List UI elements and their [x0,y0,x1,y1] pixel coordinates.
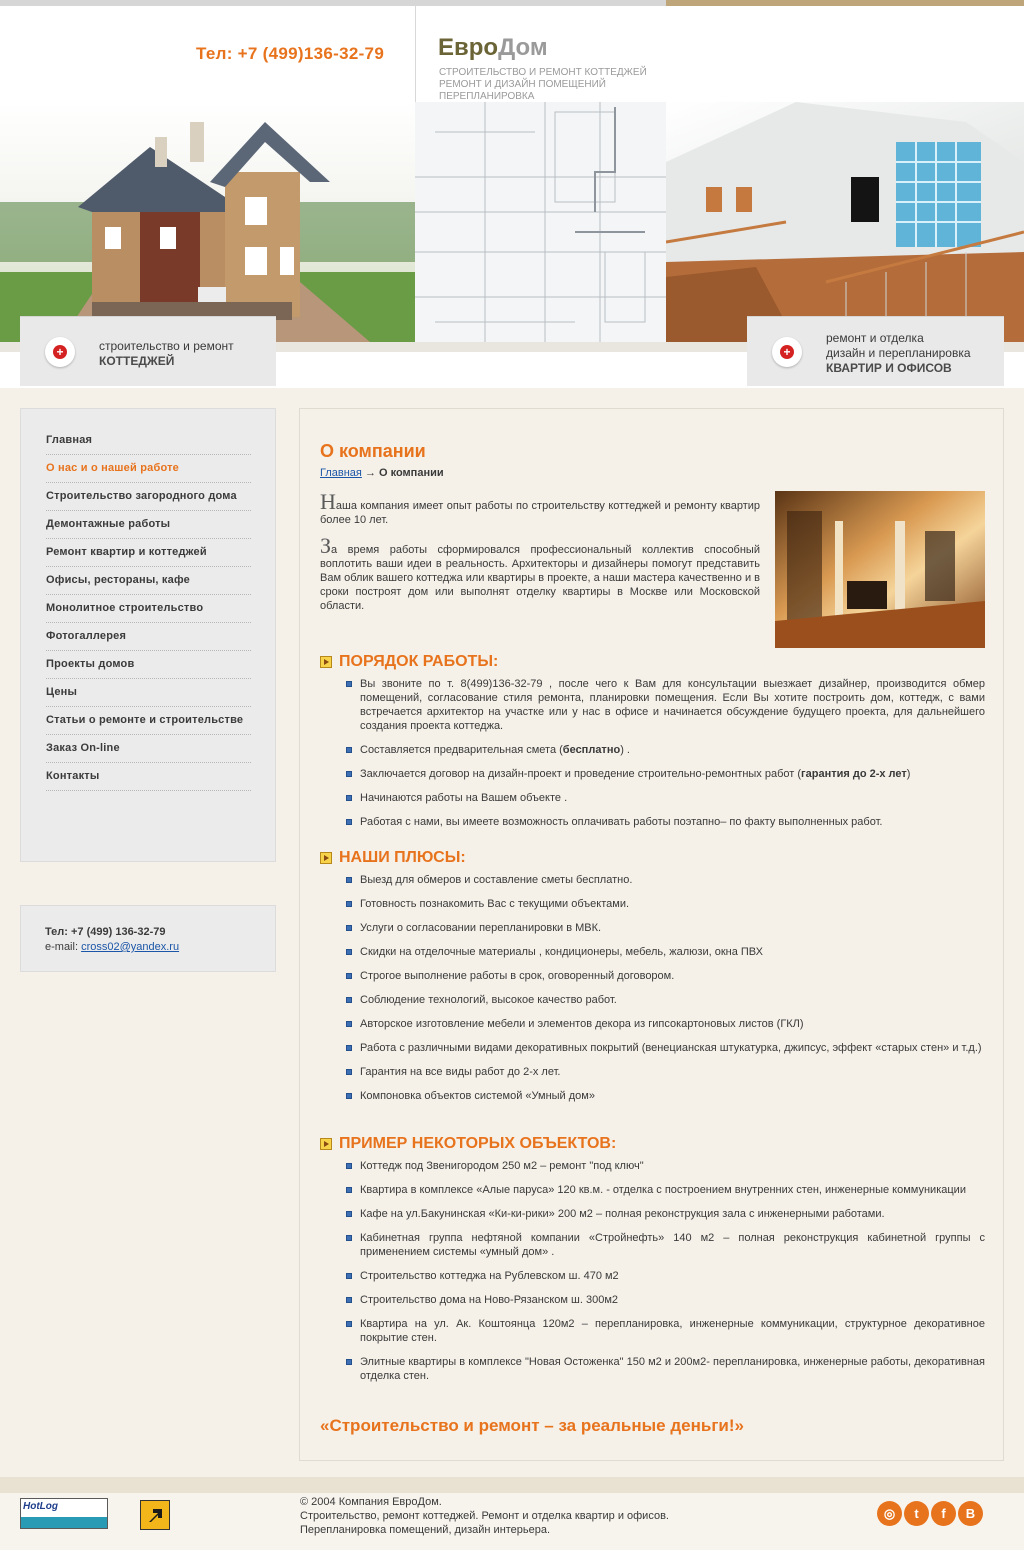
hallway-illustration [775,491,985,648]
interior-photo [666,102,1024,342]
square-bullet-icon [346,1235,352,1241]
list-item: Элитные квартиры в комплексе "Новая Остоженка" 150 м2 и 200м2- перепланировка, инженерные работы, декоративная отделка стен. [346,1355,985,1383]
menu-link[interactable]: Контакты [46,770,100,782]
list-item: Вы звоните по т. 8(499)136-32-79 , после чего к Вам для консультации выезжает дизайнер, производится обмер помещений, согласование стиля ремонта, планировки помещения. Если Вы хотите построить дом, коттедж, с вами встречается архитектор на участке или у нас в офисе и начинается обсуждение будущего проекта, для дальнейшего создания проекта коттеджа. [346,677,985,733]
section-title: НАШИ ПЛЮСЫ: [320,849,985,867]
square-bullet-icon [346,1211,352,1217]
arrow-bullet-icon [320,1138,332,1150]
section-list [320,1159,985,1383]
header-divider [415,6,416,102]
copyright [300,1495,669,1537]
list-item: Готовность познакомить Вас с текущими объектами. [346,897,985,911]
intro-paragraph: Наша компания имеет опыт работы по строительству коттеджей и ремонту квартир более 10 лет. [320,489,760,526]
square-bullet-icon [346,1297,352,1303]
arrow-bullet-icon [320,656,332,668]
drop-cap: З [320,533,332,558]
list-item: Начинаются работы на Вашем объекте . [346,791,985,805]
promo-apartments[interactable] [747,316,1004,386]
square-bullet-icon [346,1093,352,1099]
list-item: Квартира на ул. Ак. Коштоянца 120м2 – перепланировка, инженерные коммуникации, структурное декоративное покрытие стен. [346,1317,985,1345]
square-bullet-icon [346,1359,352,1365]
promo-apartments-line1: ремонт и отделка [826,331,924,345]
menu-item-order [46,735,251,763]
list-item: Кабинетная группа нефтяной компании «Стройнефть» 140 м2 – полная реконструкция кабинетной группы с применением системы «умный дом» . [346,1231,985,1259]
tagline-line: РЕМОНТ И ДИЗАЙН ПОМЕЩЕНИЙ [439,79,606,90]
square-bullet-icon [346,973,352,979]
menu-item-projects [46,651,251,679]
site-footer [0,1493,1024,1550]
square-bullet-icon [346,681,352,687]
top-stripe-gray [0,0,666,6]
list-item: Составляется предварительная смета (бесплатно) . [346,743,985,757]
section-title: ПОРЯДОК РАБОТЫ: [320,653,985,671]
promo-apartments-text [826,331,971,376]
promo-cottages-line2: КОТТЕДЖЕЙ [99,354,175,368]
menu-item-renovation [46,539,251,567]
breadcrumb-home[interactable]: Главная [320,467,362,479]
contact-email-label: e-mail: [45,941,79,953]
section-title: ПРИМЕР НЕКОТОРЫХ ОБЪЕКТОВ: [320,1135,985,1153]
sidebar-menu [20,408,276,862]
square-bullet-icon [346,877,352,883]
square-bullet-icon [346,1163,352,1169]
menu-link[interactable]: Фотогаллерея [46,630,127,642]
site-header [0,0,1024,388]
list-item: Строительство коттеджа на Рублевском ш. 470 м2 [346,1269,985,1283]
menu-item-monolithic [46,595,251,623]
top-stripe-brown [666,0,1024,6]
list-item: Работая с нами, вы имеете возможность оплачивать работы поэтапно– по факту выполненных работ. [346,815,985,829]
promo-apartments-line2: дизайн и перепланировка [826,346,971,360]
promo-cottages[interactable] [20,316,276,386]
contact-phone: Тел: +7 (499) 136-32-79 [45,926,166,938]
menu-link[interactable]: Ремонт квартир и коттеджей [46,546,207,558]
list-item: Компоновка объектов системой «Умный дом» [346,1089,985,1103]
menu-link[interactable]: Цены [46,686,78,698]
square-bullet-icon [346,747,352,753]
main-menu [46,427,251,791]
menu-link[interactable]: Статьи о ремонте и строительстве [46,714,244,726]
arrow-bullet-icon [320,852,332,864]
menu-link[interactable]: Заказ On-line [46,742,120,754]
breadcrumb-arrow: → [364,467,376,479]
copyright-line: © 2004 Компания ЕвроДом. [300,1496,442,1508]
copyright-line: Строительство, ремонт коттеджей. Ремонт и отделка квартир и офисов. [300,1510,669,1522]
interior-illustration [666,102,1024,342]
sidebar-contacts [20,905,276,972]
twitter-icon[interactable]: t [904,1501,929,1526]
main-content [299,408,1004,1461]
menu-item-prices [46,679,251,707]
menu-link[interactable]: О нас и о нашей работе [46,462,179,474]
plus-icon: + [772,337,802,367]
promo-cottages-text [99,339,234,369]
list-item: Авторское изготовление мебели и элементов декора из гипсокартоновых листов (ГКЛ) [346,1017,985,1031]
list-item: Коттедж под Звенигородом 250 м2 – ремонт "под ключ" [346,1159,985,1173]
house-photo [0,102,425,352]
list-item: Квартира в комплексе «Алые паруса» 120 кв.м. - отделка с построением внутренних стен, инженерные коммуникации [346,1183,985,1197]
section-objects [320,1135,985,1393]
square-bullet-icon [346,1045,352,1051]
promo-cottages-line1: строительство и ремонт [99,339,234,353]
interior-photo-small [775,491,985,648]
arrow-glyph [141,1501,169,1529]
section-work-order [320,653,985,839]
intro-text [320,489,761,625]
list-item: Строительство дома на Ново-Рязанском ш. 300м2 [346,1293,985,1307]
square-bullet-icon [346,1321,352,1327]
menu-link[interactable]: Монолитное строительство [46,602,204,614]
menu-link[interactable]: Строительство загородного дома [46,490,237,502]
house-illustration [0,102,425,352]
list-item: Заключается договор на дизайн-проект и проведение строительно-ремонтных работ (гарантия до 2-х лет) [346,767,985,781]
blueprint-drawing [415,102,666,352]
menu-link[interactable]: Офисы, рестораны, кафе [46,574,190,586]
square-bullet-icon [346,795,352,801]
copyright-line: Перепланировка помещений, дизайн интерьера. [300,1524,551,1536]
hotlog-bar [21,1517,107,1528]
breadcrumb [320,467,444,479]
contact-text [45,925,179,955]
menu-item-home [46,427,251,455]
plus-icon: + [45,337,75,367]
section-list [320,677,985,829]
menu-link[interactable]: Проекты домов [46,658,135,670]
square-bullet-icon [346,1187,352,1193]
menu-item-about [46,455,251,483]
list-item: Гарантия на все виды работ до 2-х лет. [346,1065,985,1079]
square-bullet-icon [346,1021,352,1027]
section-advantages [320,849,985,1113]
tagline-line: СТРОИТЕЛЬСТВО И РЕМОНТ КОТТЕДЖЕЙ [439,67,647,78]
vk-icon[interactable]: B [958,1501,983,1526]
intro-paragraph: За время работы сформировался профессиональный коллектив способный воплотить ваши идеи в реальность. Архитекторы и дизайнеры помогут представить Вам облик вашего коттеджа или квартиры в проекте, а наши мастера качественно и в сроки построят дом или выполнят отделку квартиры в Москве или Московской области. [320,533,761,612]
footer-band [0,1477,1024,1493]
contact-email-link[interactable]: cross02@yandex.ru [81,941,180,953]
blueprint-image [415,102,666,352]
square-bullet-icon [346,1273,352,1279]
list-item: Выезд для обмеров и составление сметы бесплатно. [346,873,985,887]
slogan: «Строительство и ремонт – за реальные деньги!» [320,1416,744,1435]
section-list [320,873,985,1103]
header-phone: Тел: +7 (499)136-32-79 [196,44,385,63]
menu-item-articles [46,707,251,735]
list-item: Скидки на отделочные материалы , кондиционеры, мебель, жалюзи, окна ПВХ [346,945,985,959]
menu-link[interactable]: Демонтажные работы [46,518,171,530]
breadcrumb-current: О компании [379,467,444,479]
list-item: Строгое выполнение работы в срок, оговоренный договором. [346,969,985,983]
drop-cap: Н [320,489,336,514]
list-item: Соблюдение технологий, высокое качество работ. [346,993,985,1007]
promo-apartments-line3: КВАРТИР И ОФИСОВ [826,361,952,375]
list-item: Услуги о согласовании перепланировки в МВК. [346,921,985,935]
menu-item-country-house [46,483,251,511]
logo-part-euro: Евро [438,34,499,61]
arrow-up-right-icon[interactable] [140,1500,170,1530]
square-bullet-icon [346,771,352,777]
tagline [439,67,647,103]
menu-item-demolition [46,511,251,539]
logo-part-dom: Дом [498,34,548,61]
square-bullet-icon [346,997,352,1003]
social-links [877,1501,987,1527]
menu-item-offices [46,567,251,595]
instagram-icon[interactable]: ◎ [877,1501,902,1526]
tagline-line: ПЕРЕПЛАНИРОВКА [439,91,535,102]
square-bullet-icon [346,949,352,955]
square-bullet-icon [346,1069,352,1075]
menu-item-gallery [46,623,251,651]
list-item: Кафе на ул.Бакунинская «Ки-ки-рики» 200 м2 – полная реконструкция зала с инженерными работами. [346,1207,985,1221]
hotlog-counter[interactable] [20,1498,108,1529]
square-bullet-icon [346,901,352,907]
hotlog-label: HotLog [23,1501,58,1512]
menu-link[interactable]: Главная [46,434,93,446]
list-item: Работа с различными видами декоративных покрытий (венецианская штукатурка, джипсус, эффект «старых стен» и т.д.) [346,1041,985,1055]
page-title: О компании [320,441,426,461]
menu-item-contacts [46,763,251,791]
site-logo[interactable] [438,34,548,62]
square-bullet-icon [346,925,352,931]
facebook-icon[interactable]: f [931,1501,956,1526]
square-bullet-icon [346,819,352,825]
